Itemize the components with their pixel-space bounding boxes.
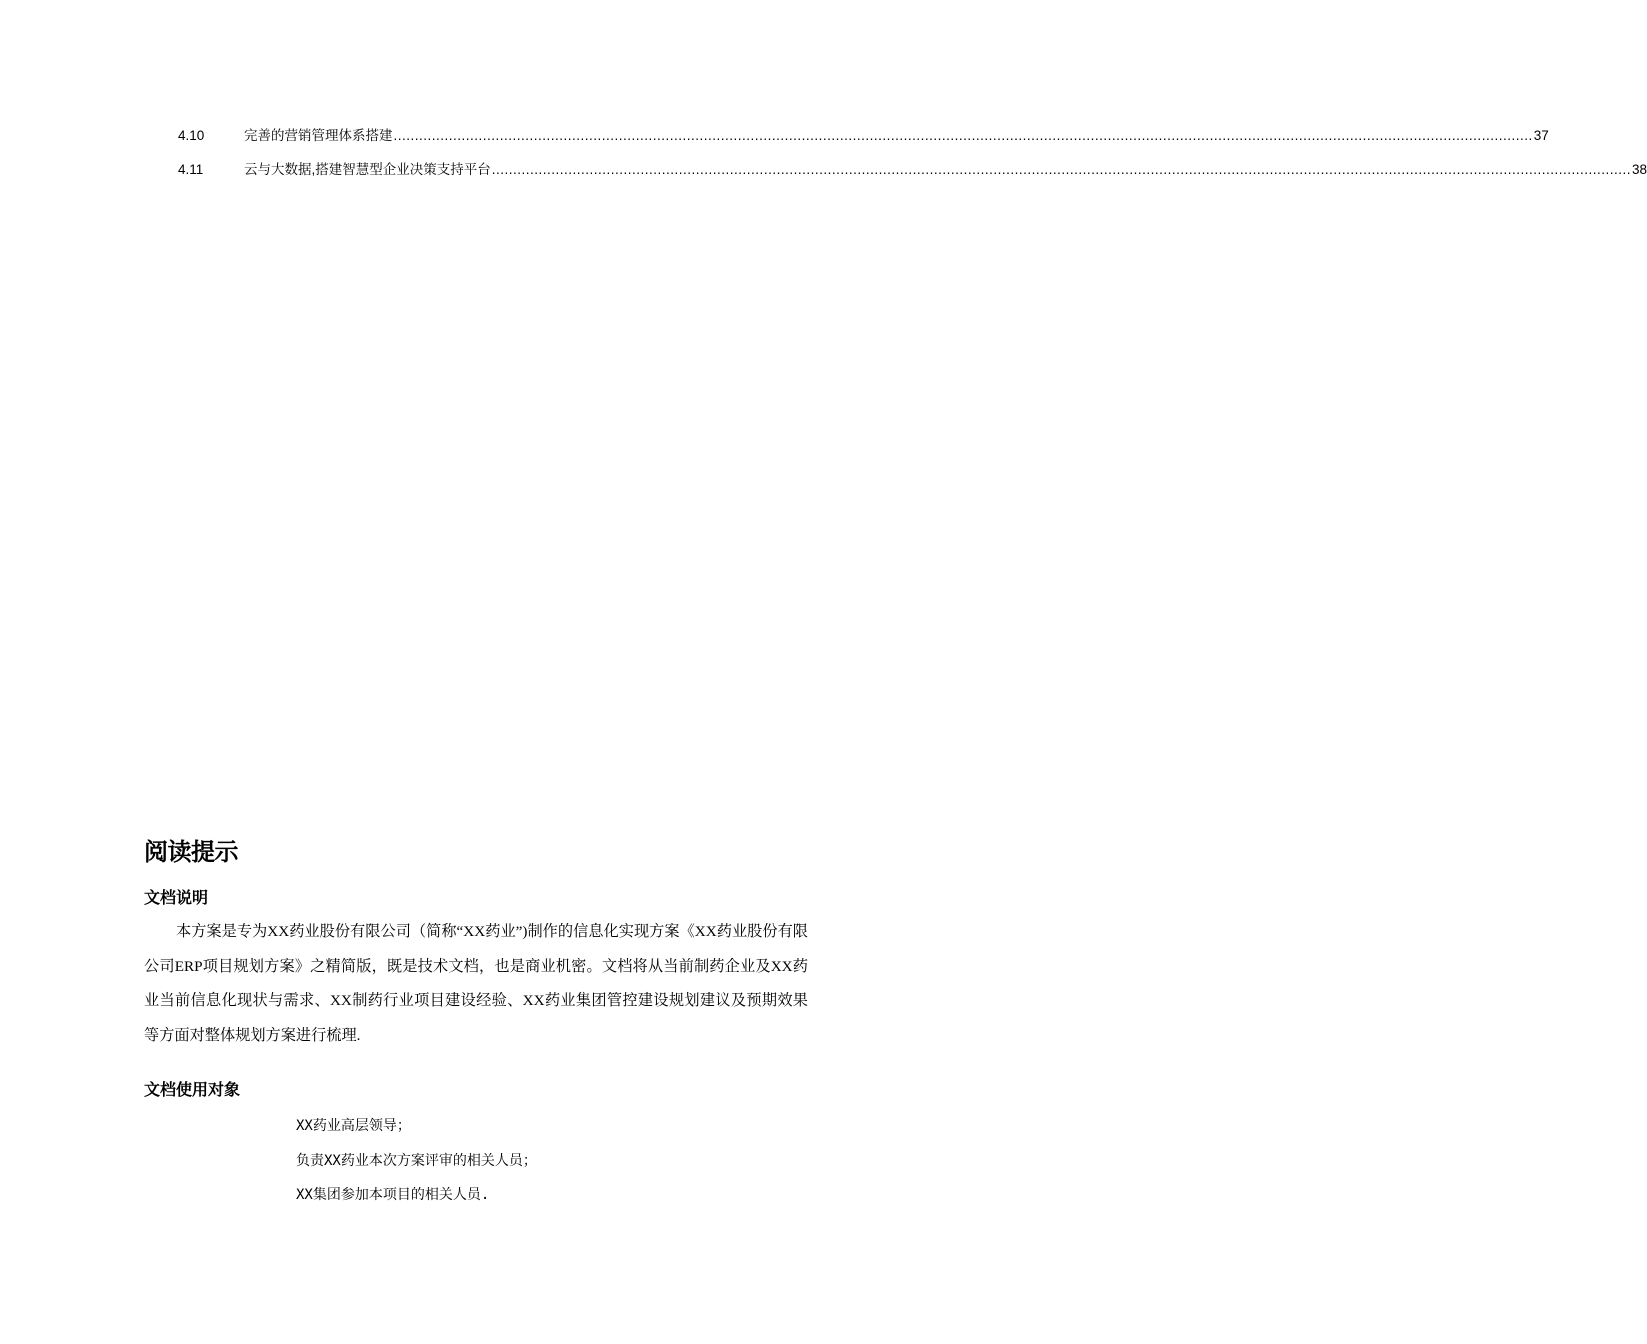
toc-entry[interactable]: [178, 126, 1549, 160]
list-item: XX集团参加本项目的相关人员.: [296, 1187, 490, 1203]
audience-list: [296, 1109, 537, 1213]
table-of-contents: [178, 126, 1647, 194]
toc-entry-page: 38: [1631, 162, 1647, 177]
document-description-heading: 文档说明: [144, 888, 209, 907]
document-description-paragraph: 本方案是专为XX药业股份有限公司（简称“XX药业”)制作的信息化实现方案《XX药业股份有限公司ERP项目规划方案》之精简版，既是技术文档，也是商业机密。文档将从当前制药企业及XX药业当前信息化现状与需求、XX制药行业项目建设经验、XX药业集团管控建设规划建议及预期效果等方面对整体规划方案进行梳理.: [144, 923, 808, 1044]
document-audience-heading: 文档使用对象: [144, 1080, 241, 1099]
toc-entry-number: 4.10: [178, 128, 205, 143]
toc-entry[interactable]: [178, 160, 1647, 194]
reading-tips-title: 阅读提示: [144, 838, 238, 866]
list-item: 负责XX药业本次方案评审的相关人员；: [296, 1152, 537, 1169]
toc-entry-title: 完善的营销管理体系搭建: [244, 128, 393, 143]
toc-entry-title: 云与大数据,搭建智慧型企业决策支持平台: [244, 162, 491, 177]
toc-entry-page: 37: [1533, 128, 1549, 143]
toc-leader-dots: ............................................................................................................................................................................................................................................................................: [393, 128, 1533, 143]
toc-leader-dots: ............................................................................................................................................................................................................................................................................: [491, 162, 1631, 177]
list-item: XX药业高层领导；: [296, 1118, 411, 1134]
toc-entry-number: 4.11: [178, 162, 204, 177]
